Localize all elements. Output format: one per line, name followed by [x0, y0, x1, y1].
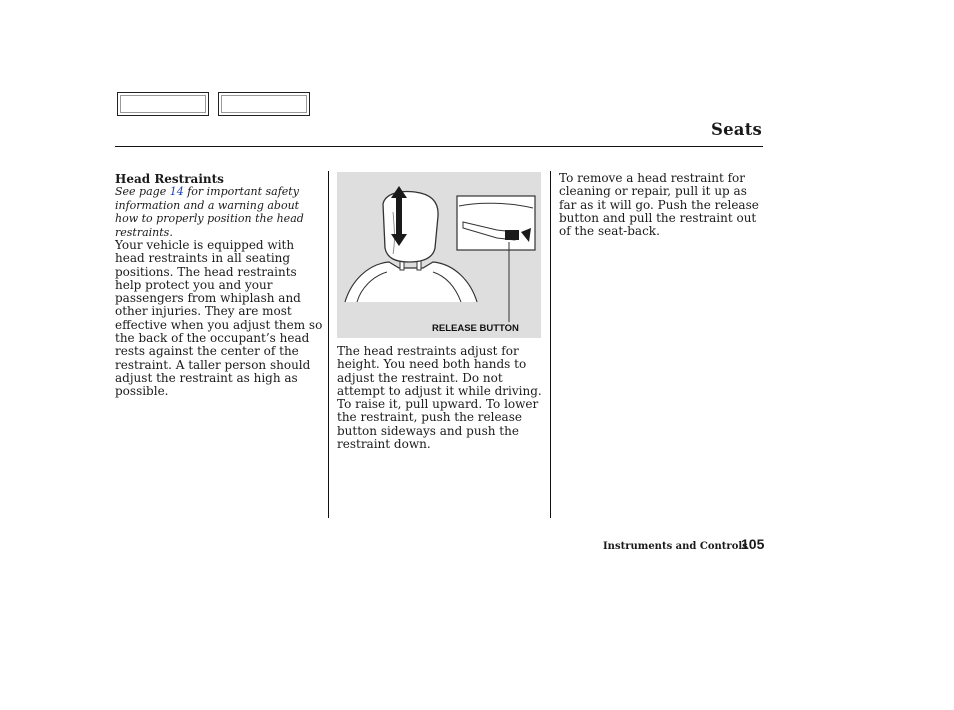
head-restraint-figure: [337, 172, 541, 338]
section-heading: Head Restraints: [115, 172, 224, 186]
head-restraint-illustration: [337, 172, 541, 338]
page-link[interactable]: 14: [169, 185, 184, 198]
note-text: See page: [115, 185, 170, 198]
column-divider: [328, 171, 329, 518]
page-title: Seats: [710, 120, 762, 139]
title-rule: [115, 146, 763, 147]
nav-index-button[interactable]: [218, 92, 310, 116]
note-text: for important safety information and a warning about how to properly position the head restraints.: [115, 185, 304, 239]
footer-section-name: Instruments and Controls: [603, 541, 748, 552]
safety-note: [115, 185, 325, 239]
head-restraint-shape: [383, 192, 438, 263]
release-button-label: RELEASE BUTTON: [432, 323, 519, 334]
release-button-detail: [505, 230, 519, 240]
column-divider: [550, 171, 551, 518]
paragraph: Your vehicle is equipped with head restraints in all seating positions. The head restraints help protect you and your passengers from whiplash and other injuries. They are most effective when you adjust them so the back of the occupant’s head rests against the center of the restraint. A taller person should adjust the restraint as high as possible.: [115, 238, 323, 399]
page-number: 105: [741, 536, 765, 552]
seat-back-outline: [345, 262, 477, 302]
paragraph: The head restraints adjust for height. You need both hands to adjust the restraint. Do not attempt to adjust it while driving. To raise it, pull upward. To lower the restraint, push the release button sideways and push the restraint down.: [337, 344, 542, 452]
nav-home-button[interactable]: [117, 92, 209, 116]
paragraph: To remove a head restraint for cleaning or repair, pull it up as far as it will go. Push the release button and pull the restraint out of the seat-back.: [559, 171, 759, 239]
